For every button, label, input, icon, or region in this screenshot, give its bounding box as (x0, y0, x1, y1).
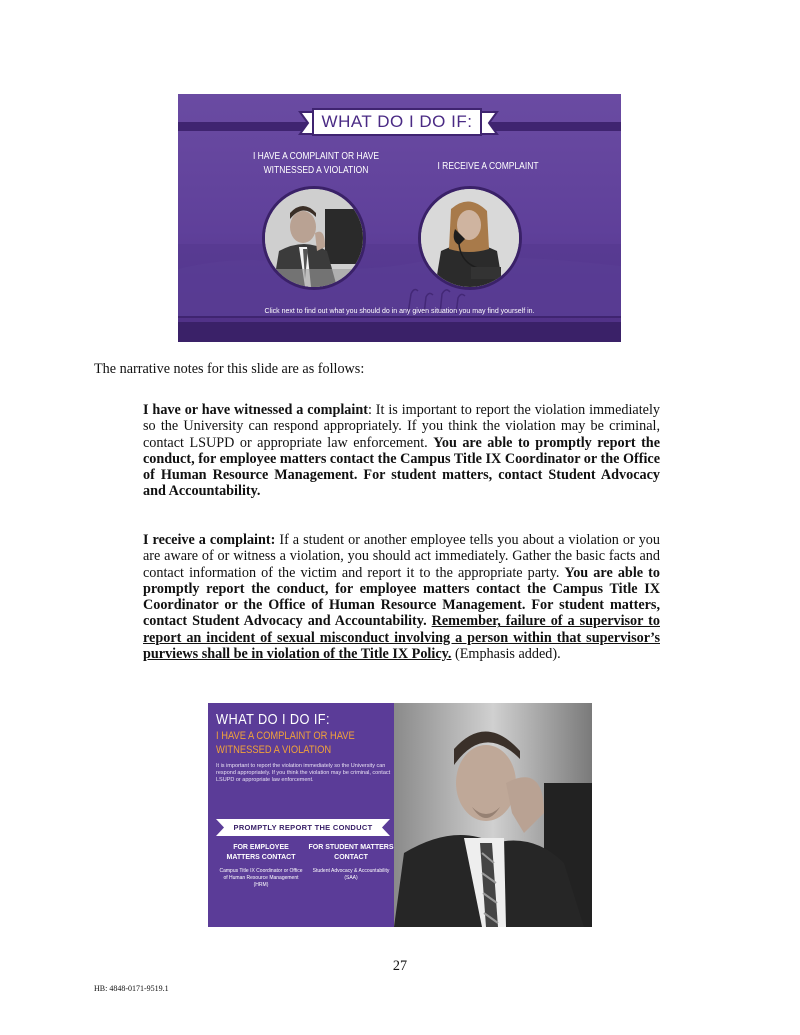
page-number: 27 (392, 958, 408, 974)
employee-contact: Campus Title IX Coordinator or Office of Human Resource Management (HRM) (219, 868, 303, 888)
slide-what-do-i-do (178, 94, 621, 342)
receive-complaint-label: I RECEIVE A COMPLAINT (437, 161, 539, 172)
para2-tail: (Emphasis added). (451, 646, 561, 663)
footer-rule (178, 316, 621, 318)
woman-photo-circle[interactable] (418, 186, 522, 290)
slide2-title: WHAT DO I DO IF: (216, 711, 330, 728)
para2-bold: You are able to promptly report the conduct, for employee matters contact the Campus Title IX Coordinator or the Office of Human Resource Management. For student matters, contact Student Advocacy and Accountability. (143, 564, 660, 630)
slide-instruction: Click next to find out what you should do in any given situation you may find yourself in. (264, 308, 535, 315)
intro-text: The narrative notes for this slide are as follows: (94, 361, 365, 377)
slide2-description: It is important to report the violation immediately so the University can respond appropriately. If you think the violation may be criminal, contact LSUPD or appropriate law enforcement. (216, 763, 391, 783)
para2-text: If a student or another employee tells you about a violation or you are aware of or witness a violation, you should act immediately. Gather the basic facts and contact information of the victim and report it to the appropriate party. (143, 532, 660, 581)
student-contact: Student Advocacy & Accountability (SAA) (312, 868, 390, 881)
man-at-desk-illustration (265, 189, 363, 287)
para2-lead: I receive a complaint: (143, 532, 276, 548)
slide2-subtitle: I HAVE A COMPLAINT OR HAVE WITNESSED A VIOLATION (216, 730, 355, 756)
student-heading: FOR STUDENT MATTERS CONTACT (308, 844, 394, 861)
title-banner (298, 108, 499, 138)
para1-lead: I have or have witnessed a complaint (143, 402, 368, 418)
para1-text: : It is important to report the violation immediately so the University can respond appropriately. If you think the violation may be criminal, contact LSUPD or appropriate law enforcement. (143, 402, 660, 451)
slide-complaint-detail (208, 703, 592, 927)
bottom-band (178, 322, 621, 342)
document-id: HB: 4848-0171-9519.1 (94, 984, 169, 993)
man-portrait-photo (394, 703, 592, 927)
employee-heading: FOR EMPLOYEE MATTERS CONTACT (226, 844, 296, 861)
complaint-witness-label: I HAVE A COMPLAINT OR HAVE WITNESSED A VIOLATION (252, 151, 380, 176)
narrative-paragraph-1 (143, 402, 660, 500)
woman-on-phone-illustration (421, 189, 519, 287)
para1-bold: You are able to promptly report the conduct, for employee matters contact the Campus Title IX Coordinator or the Office of Human Resource Management. For student matters, contact Student Advocacy and Accountability. (143, 434, 660, 500)
man-photo-circle[interactable] (262, 186, 366, 290)
slide-title: WHAT DO I DO IF: (321, 112, 473, 131)
promptly-report-label: PROMPTLY REPORT THE CONDUCT (233, 823, 373, 832)
narrative-paragraph-2 (143, 532, 660, 662)
para2-underlined: Remember, failure of a supervisor to report an incident of sexual misconduct involving a person within that supervisor’s purviews shall be in violation of the Title IX Policy. (143, 613, 660, 663)
